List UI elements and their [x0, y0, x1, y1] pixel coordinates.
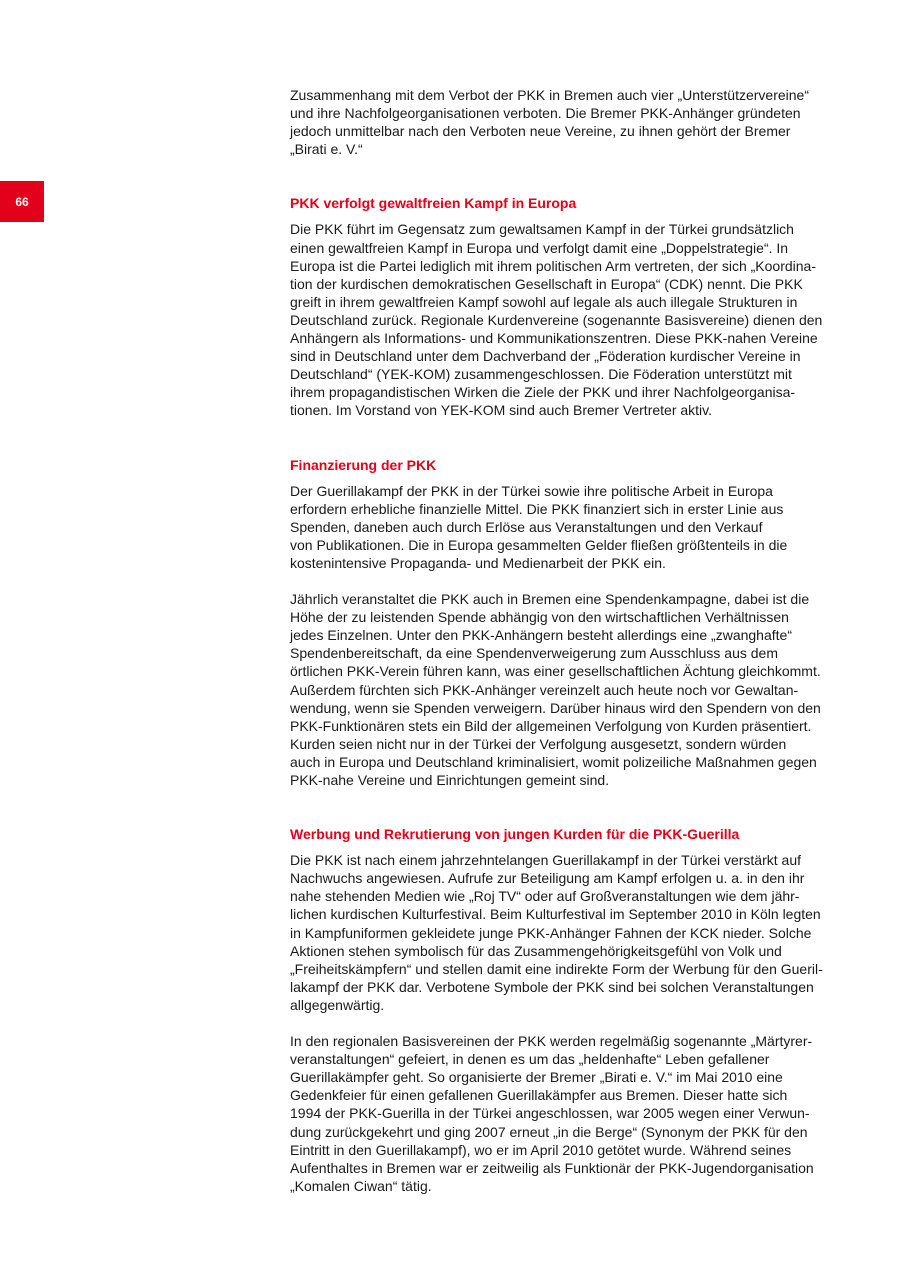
- document-body: [290, 86, 850, 1195]
- section-paragraph: Der Guerillakampf der PKK in der Türkei sowie ihre politische Arbeit in Europa erfordern erhebliche finanzielle Mittel. Die PKK finanziert sich in erster Linie aus Spenden, daneben auch durch Erlöse aus Veranstaltungen und den Verkauf von Publikationen. Die in Europa gesammelten Gelder fließen größtenteils in die kostenintensive Propaganda- und Medienarbeit der PKK ein.: [290, 482, 788, 571]
- section-paragraph: Jährlich veranstaltet die PKK auch in Bremen eine Spendenkampagne, dabei ist die Höhe der zu leistenden Spende abhängig von den wirtschaftlichen Verhältnissen jedes Einzelnen. Unter den PKK-Anhängern besteht allerdings eine „zwanghafte“ Spendenbereitschaft, da eine Spendenverweigerung zum Ausschluss aus dem örtlichen PKK-Verein führen kann, was einer gesellschaftlichen Ächtung gleichkommt. Außerdem fürchten sich PKK-Anhänger vereinzelt auch heute noch vor Gewaltan- wendung, wenn sie Spenden verweigern. Darüber hinaus wird den Spendern von den PKK-Funktionären stets ein Bild der allgemeinen Verfolgung von Kurden präsentiert. Kurden seien nicht nur in der Türkei der Verfolgung ausgesetzt, sondern würden auch in Europa und Deutschland kriminalisiert, womit polizeiliche Maßnahmen gegen PKK-nahe Vereine und Einrichtungen gemeint sind.: [290, 591, 821, 788]
- section-gewaltfreier-kampf: [290, 194, 850, 419]
- section-finanzierung: [290, 456, 850, 790]
- section-heading: Werbung und Rekrutierung von jungen Kurden für die PKK-Guerilla: [290, 826, 740, 843]
- section-paragraph: Die PKK ist nach einem jahrzehntelangen Guerillakampf in der Türkei verstärkt auf Nachwuchs angewiesen. Aufrufe zur Beteiligung am Kampf erfolgen u. a. in den ihr nahe stehenden Medien wie „Roj TV“ oder auf Großveranstaltungen wie dem jähr- lichen kurdischen Kulturfestival. Beim Kulturfestival im September 2010 in Köln legten in Kampfuniformen gekleidete junge PKK-Anhänger Fahnen der KCK nieder. Solche Aktionen stehen symbolisch für das Zusammengehörigkeitsgefühl von Volk und „Freiheitskämpfern“ und stellen damit eine indirekte Form der Werbung für den Gueril- lakampf der PKK dar. Verbotene Symbole der PKK sind bei solchen Veranstaltungen allgegenwärtig.: [290, 852, 823, 1013]
- intro-paragraph: Zusammenhang mit dem Verbot der PKK in Bremen auch vier „Unterstützervereine“ und ihre Nachfolgeorganisationen verboten. Die Bremer PKK-Anhänger gründeten jedoch unmittelbar nach den Verboten neue Vereine, zu ihnen gehört der Bremer „Birati e. V.“: [290, 87, 810, 158]
- section-paragraph: In den regionalen Basisvereinen der PKK werden regelmäßig sogenannte „Märtyrer- veranstaltungen“ gefeiert, in denen es um das „heldenhafte“ Leben gefallener Guerillakämpfer geht. So organisierte der Bremer „Birati e. V.“ im Mai 2010 eine Gedenkfeier für einen gefallenen Guerillakämpfer aus Bremen. Dieser hatte sich 1994 der PKK-Guerilla in der Türkei angeschlossen, war 2005 wegen einer Verwun- dung zurückgekehrt und ging 2007 erneut „in die Berge“ (Synonym der PKK für den Eintritt in den Guerillakampf), wo er im April 2010 getötet wurde. Während seines Aufenthaltes in Bremen war er zeitweilig als Funktionär der PKK-Jugendorganisation „Komalen Ciwan“ tätig.: [290, 1033, 814, 1194]
- section-werbung-rekrutierung: [290, 825, 850, 1195]
- page-number: 66: [15, 194, 29, 209]
- section-heading: PKK verfolgt gewaltfreien Kampf in Europa: [290, 195, 577, 212]
- section-paragraph: Die PKK führt im Gegensatz zum gewaltsamen Kampf in der Türkei grundsätzlich einen gewaltfreien Kampf in Europa und verfolgt damit eine „Doppelstrategie“. In Europa ist die Partei lediglich mit ihrem politischen Arm vertreten, der sich „Koordina- tion der kurdischen demokratischen Gesellschaft in Europa“ (CDK) nennt. Die PKK greift in ihrem gewaltfreien Kampf sowohl auf legale als auch illegale Strukturen in Deutschland zurück. Regionale Kurdenvereine (sogenannte Basisvereine) dienen den Anhängern als Informations- und Kommunikationszentren. Diese PKK-nahen Vereine sind in Deutschland unter dem Dachverband der „Föderation kurdischer Vereine in Deutschland“ (YEK-KOM) zusammengeschlossen. Die Föderation unterstützt mit ihrem propagandistischen Wirken die Ziele der PKK und ihrer Nachfolgeorganisa- tionen. Im Vorstand von YEK-KOM sind auch Bremer Vertreter aktiv.: [290, 221, 823, 419]
- section-heading: Finanzierung der PKK: [290, 456, 437, 473]
- page-number-tab: [0, 181, 44, 222]
